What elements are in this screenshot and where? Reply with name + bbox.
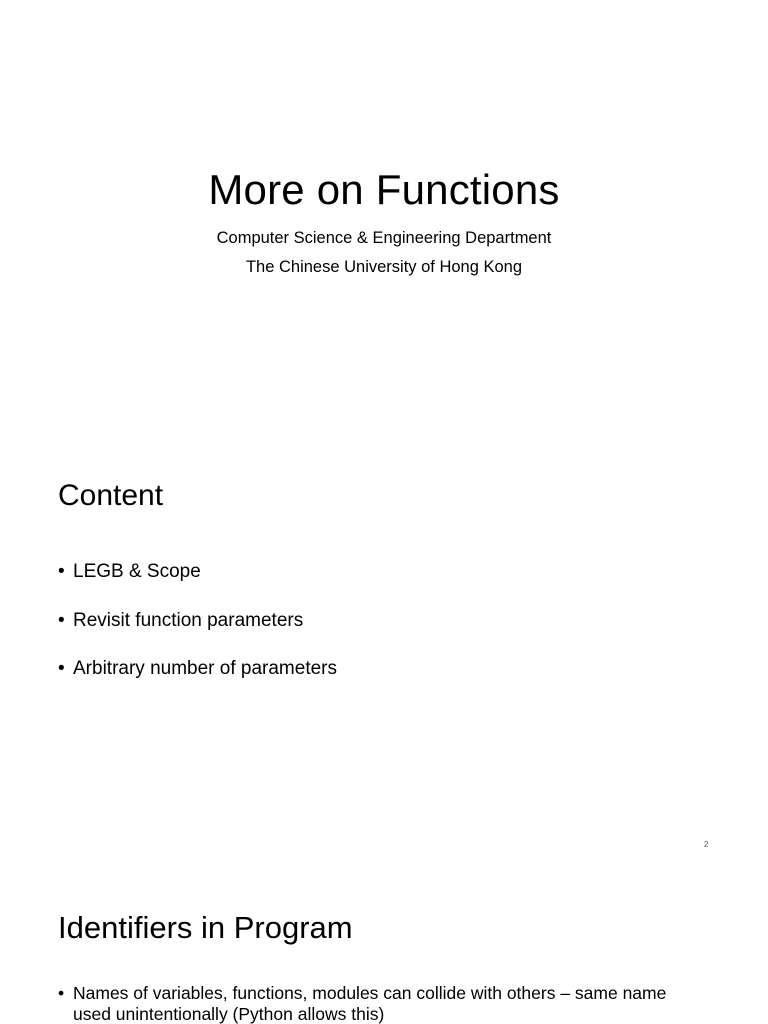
content-slide <box>0 432 768 864</box>
slide-title: More on Functions <box>208 166 560 213</box>
slide-heading: Identifiers in Program <box>58 910 353 945</box>
title-slide <box>0 0 768 432</box>
identifiers-slide <box>0 864 768 1024</box>
bullet-icon: • <box>58 609 65 631</box>
list-item-text: Revisit function parameters <box>73 609 304 631</box>
list-item <box>58 983 698 1024</box>
bullet-list <box>58 983 698 1024</box>
slide-subtitle-university: The Chinese University of Hong Kong <box>245 258 523 276</box>
bullet-icon: • <box>58 561 65 582</box>
bullet-list <box>58 560 337 706</box>
list-item-text: LEGB & Scope <box>73 561 201 582</box>
list-item-text: Names of variables, functions, modules can collide with others – same name used unintentionally (Python allows this) <box>73 983 667 1024</box>
slide-heading: Content <box>58 479 164 512</box>
bullet-icon: • <box>58 658 65 679</box>
list-item <box>58 560 337 609</box>
list-item <box>58 609 337 658</box>
list-item-text: Arbitrary number of parameters <box>73 658 337 679</box>
list-item <box>58 657 337 706</box>
page-number: 2 <box>704 840 709 849</box>
bullet-icon: • <box>58 983 65 1003</box>
slide-subtitle-department: Computer Science & Engineering Department <box>216 229 552 247</box>
